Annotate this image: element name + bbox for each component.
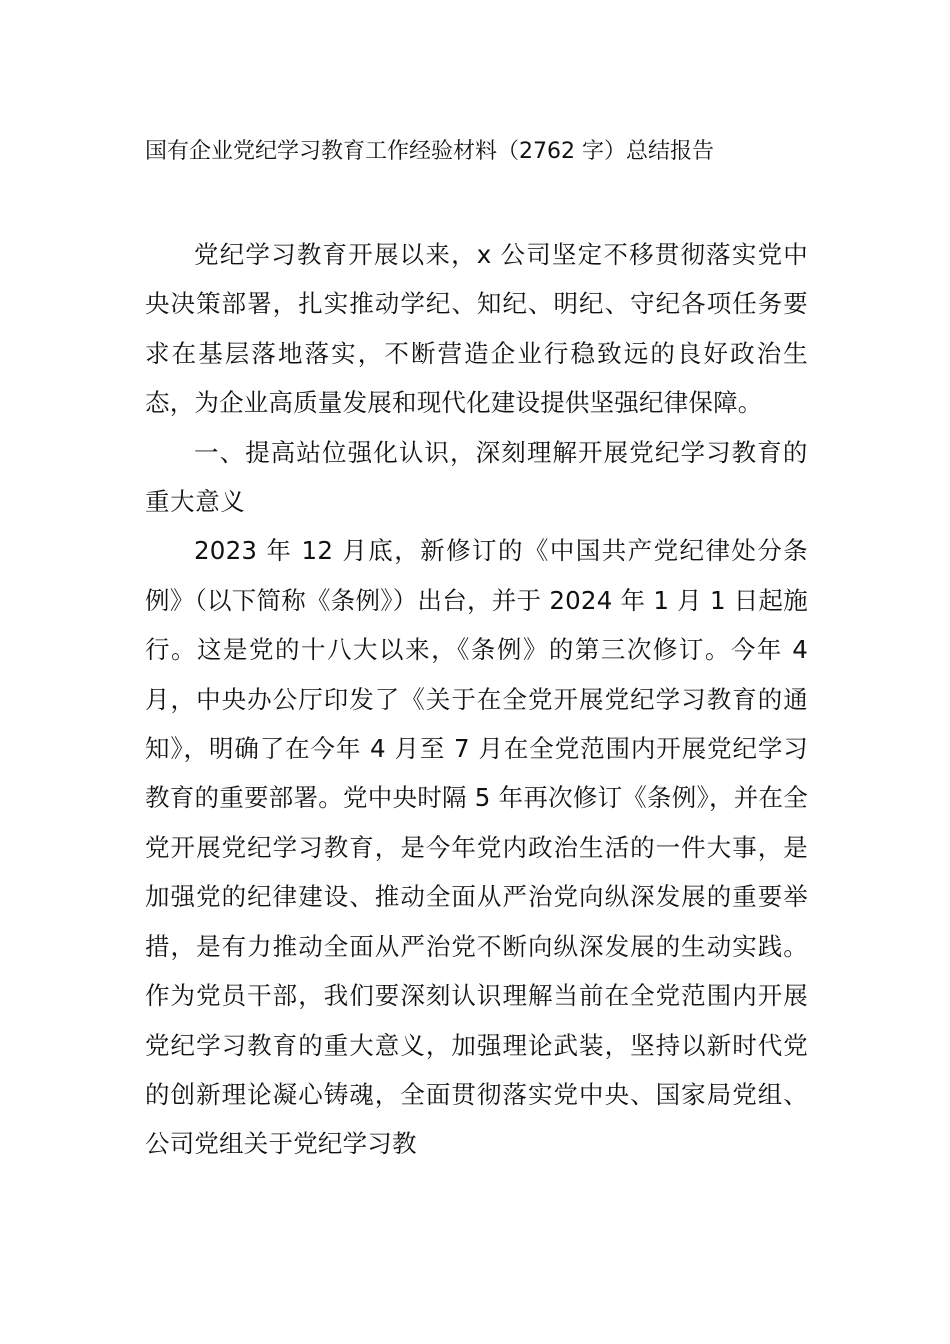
section-heading: 一、提高站位强化认识，深刻理解开展党纪学习教育的重大意义	[145, 437, 808, 517]
document-body	[145, 230, 808, 1169]
body-paragraph: 2023 年 12 月底，新修订的《中国共产党纪律处分条例》（以下简称《条例》）出台，并于 2024 年 1 月 1 日起施行。这是党的十八大以来，《条例》的第三次修订。今年 4 月，中央办公厅印发了《关于在全党开展党纪学习教育的通知》，明确了在今年 4 月至 7 月在全党范围内开展党纪学习教育的重要部署。党中央时隔 5 年再次修订《条例》，并在全党开展党纪学习教育，是今年党内政治生活的一件大事，是加强党的纪律建设、推动全面从严治党向纵深发展的重要举措，是有力推动全面从严治党不断向纵深发展的生动实践。作为党员干部，我们要深刻认识理解当前在全党范围内开展党纪学习教育的重大意义，加强理论武装，坚持以新时代党的创新理论凝心铸魂，全面贯彻落实党中央、国家局党组、公司党组关于党纪学习教	[145, 536, 808, 1159]
document-title: 国有企业党纪学习教育工作经验材料（2762 字）总结报告	[145, 139, 714, 164]
intro-paragraph: 党纪学习教育开展以来，x 公司坚定不移贯彻落实党中央决策部署，扎实推动学纪、知纪、明纪、守纪各项任务要求在基层落地落实，不断营造企业行稳致远的良好政治生态，为企业高质量发展和现代化建设提供坚强纪律保障。	[145, 240, 808, 418]
